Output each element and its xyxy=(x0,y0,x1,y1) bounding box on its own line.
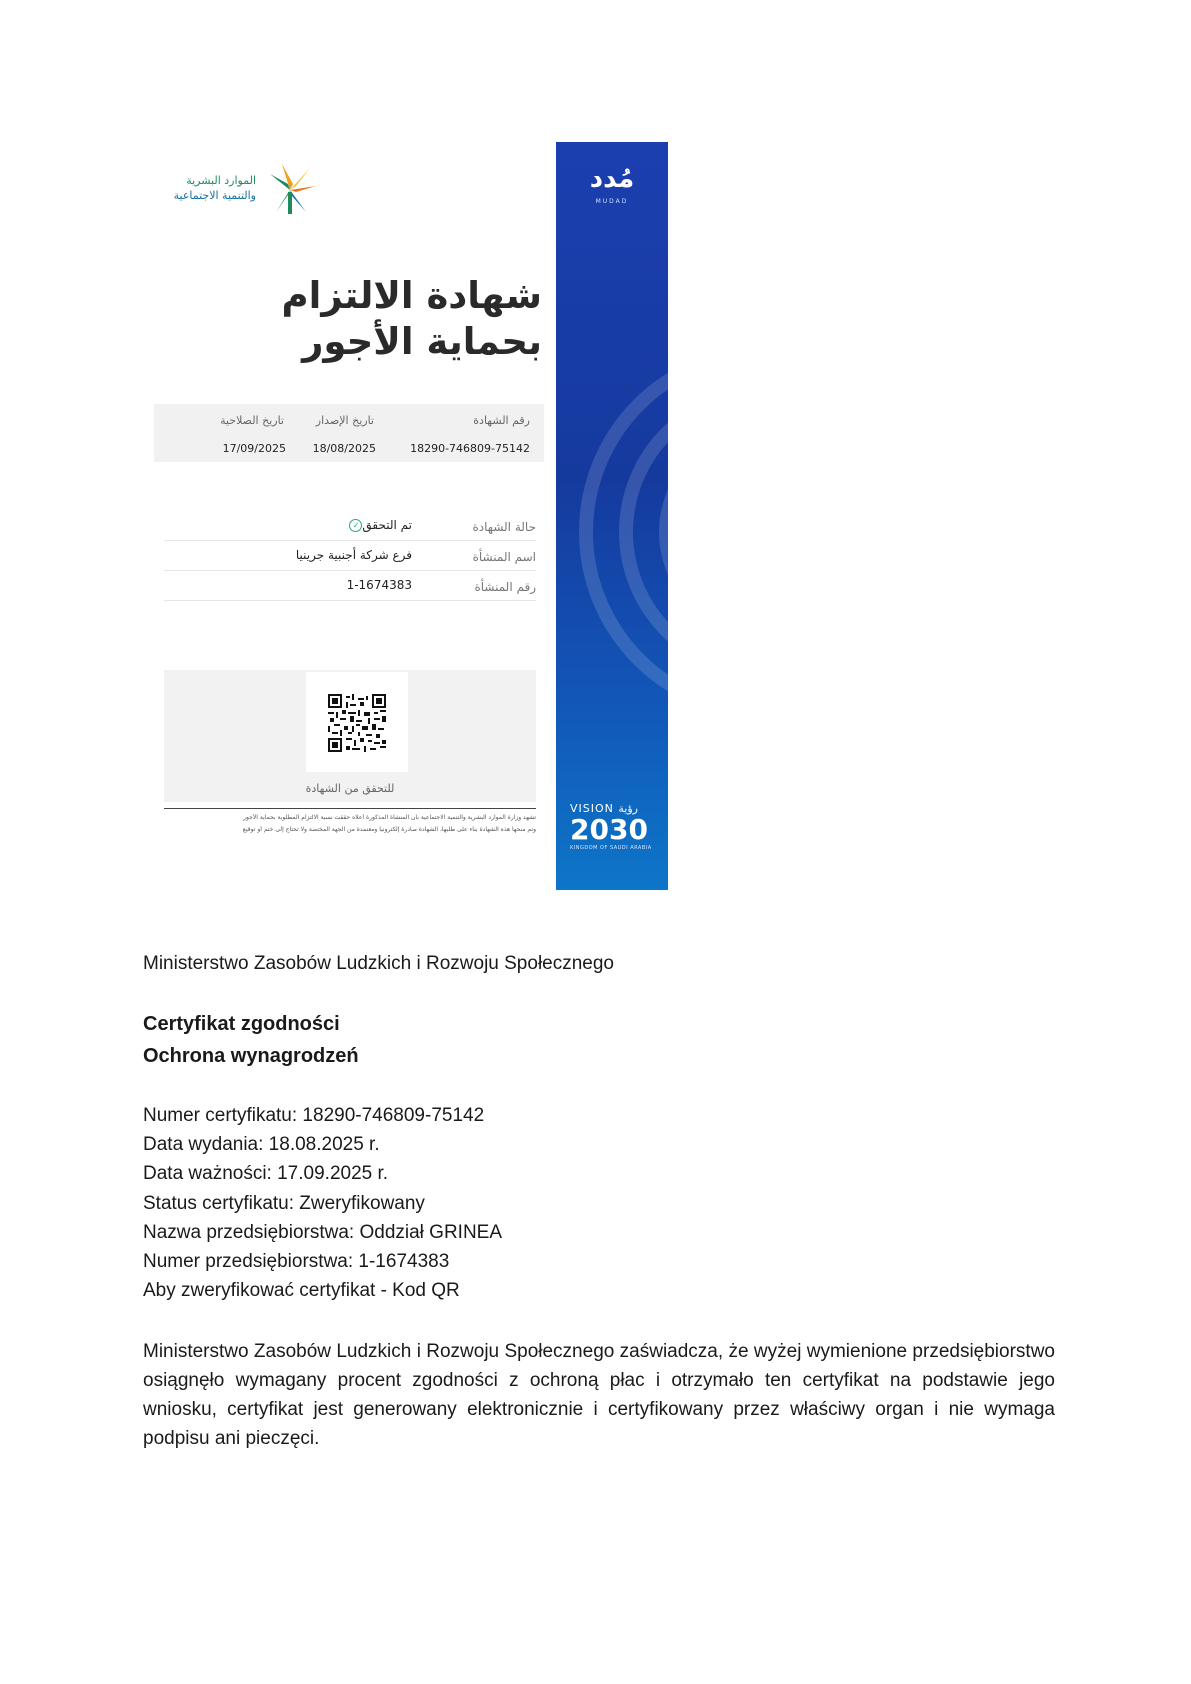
blue-side-band xyxy=(556,142,668,890)
status-key: حالة الشهادة xyxy=(472,520,536,534)
vision-2030-logo xyxy=(570,802,652,851)
establishment-name-value: فرع شركة أجنبية جرينيا xyxy=(295,548,412,562)
field-company-number: Numer przedsiębiorstwa: 1-1674383 xyxy=(143,1251,450,1272)
vision-year: 2030 xyxy=(570,813,648,846)
expiry-date-value: 17/09/2025 xyxy=(222,442,286,455)
decorative-arcs xyxy=(556,142,668,890)
status-row xyxy=(164,510,536,541)
footer-divider xyxy=(164,808,536,809)
document-title-line1: Certyfikat zgodności xyxy=(143,1013,340,1035)
certificate-number-label: رقم الشهادة xyxy=(473,414,530,427)
qr-section xyxy=(164,670,536,802)
footer-text-line2: وتم منحها هذه الشهادة بناء على طلبها، الشهادة صادرة إلكترونياً ومعتمدة من الجهة المختصة ولا تحتاج إلى ختم أو توقيع xyxy=(242,826,536,833)
certificate-body xyxy=(154,142,556,890)
arabic-title-line2: بحماية الأجور xyxy=(302,320,542,363)
establishment-name-row xyxy=(164,540,536,571)
certificate-number-value: 18290-746809-75142 xyxy=(410,442,530,455)
expiry-date-label: تاريخ الصلاحية xyxy=(220,414,284,427)
field-issue-date: Data wydania: 18.08.2025 r. xyxy=(143,1134,380,1155)
mudad-logo-subtitle: MUDAD xyxy=(595,198,629,205)
certificate-image xyxy=(154,142,668,890)
palm-emblem-icon xyxy=(262,162,318,218)
issue-date-value: 18/08/2025 xyxy=(312,442,376,455)
certificate-meta xyxy=(154,404,544,462)
verified-check-icon: ✓ xyxy=(349,519,362,532)
vision-word: VISION رؤية xyxy=(570,802,638,815)
establishment-name-key: اسم المنشأة xyxy=(472,550,536,564)
vision-subtitle: KINGDOM OF SAUDI ARABIA xyxy=(570,845,652,851)
qr-frame xyxy=(306,672,408,772)
arabic-title-line1: شهادة الالتزام xyxy=(281,274,542,317)
establishment-number-row xyxy=(164,570,536,601)
ministry-name: Ministerstwo Zasobów Ludzkich i Rozwoju Społecznego xyxy=(143,953,615,974)
attestation-paragraph: Ministerstwo Zasobów Ludzkich i Rozwoju Społecznego zaświadcza, że wyżej wymienione przedsiębiorstwo osiągnęło wymagany procent zgodności z ochroną płac i otrzymało ten certyfikat na podstawie jego wniosku, certyfikat jest generowany elektronicznie i certyfikowany przez właściwy organ i nie wymaga podpisu ani pieczęci. xyxy=(143,1341,1055,1449)
ministry-logo xyxy=(158,162,326,222)
issue-date-label: تاريخ الإصدار xyxy=(315,414,374,427)
status-value xyxy=(345,518,412,532)
qr-code-icon xyxy=(328,694,386,752)
mudad-logo: مُدد xyxy=(589,164,635,194)
logo-text-line2: والتنمية الاجتماعية xyxy=(173,189,256,202)
establishment-number-value: 1-1674383 xyxy=(346,578,412,592)
field-qr-note: Aby zweryfikować certyfikat - Kod QR xyxy=(143,1280,460,1301)
status-value-text: تم التحقق xyxy=(362,518,412,532)
logo-text-line1: الموارد البشرية xyxy=(186,174,256,187)
establishment-number-key: رقم المنشأة xyxy=(474,580,536,594)
document-title-line2: Ochrona wynagrodzeń xyxy=(143,1045,359,1067)
footer-text-line1: تشهد وزارة الموارد البشرية والتنمية الاجتماعية بأن المنشأة المذكورة أعلاه حققت نسبة الالتزام المطلوبة بحماية الأجور xyxy=(243,814,536,821)
field-expiry-date: Data ważności: 17.09.2025 r. xyxy=(143,1163,389,1184)
qr-caption: للتحقق من الشهادة xyxy=(305,782,395,795)
field-status: Status certyfikatu: Zweryfikowany xyxy=(143,1193,425,1214)
field-certificate-number: Numer certyfikatu: 18290-746809-75142 xyxy=(143,1105,485,1126)
field-company-name: Nazwa przedsiębiorstwa: Oddział GRINEA xyxy=(143,1222,503,1243)
